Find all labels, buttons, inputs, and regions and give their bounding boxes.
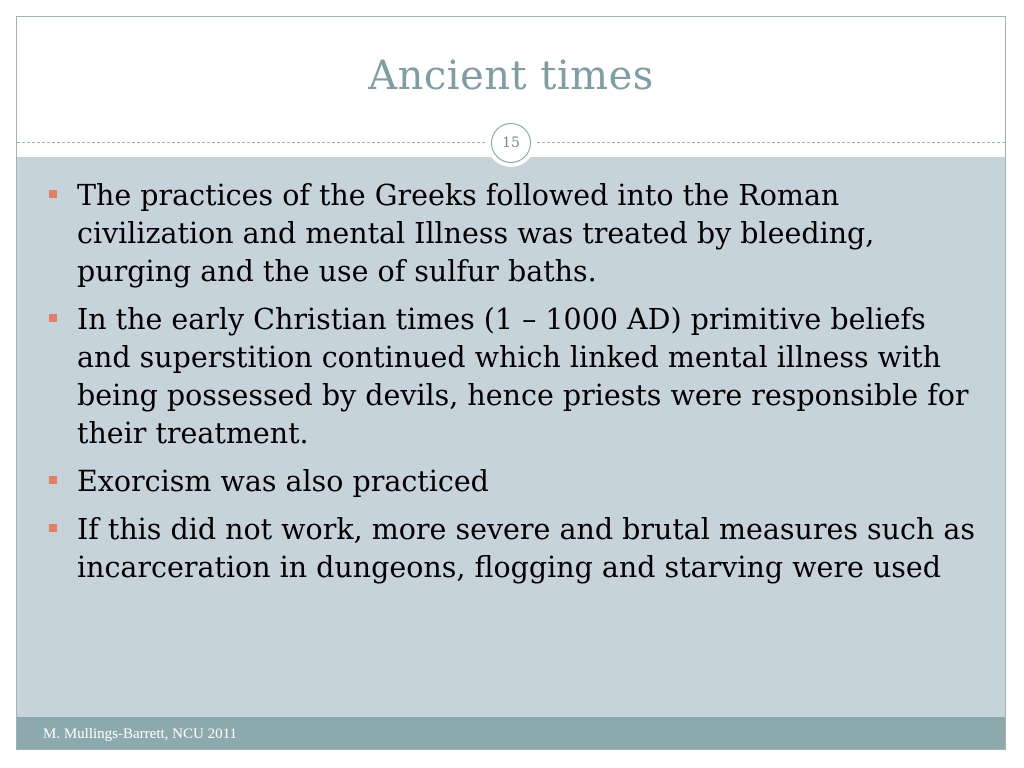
square-bullet-icon: [49, 314, 57, 322]
bullet-text: In the early Christian times (1 – 1000 AD) primitive beliefs and superstition continued which linked mental illness with being possessed by devils, hence priests were responsible for their treatment.: [77, 303, 969, 450]
slide: [16, 16, 1006, 750]
slide-number-badge: [487, 119, 535, 167]
square-bullet-icon: [49, 190, 57, 198]
bullet-text: Exorcism was also practiced: [77, 465, 489, 498]
footer-bar: [17, 717, 1005, 750]
slide-number: 15: [491, 123, 531, 163]
footer-text: M. Mullings-Barrett, NCU 2011: [43, 726, 238, 742]
square-bullet-icon: [49, 524, 57, 532]
bullet-item: [47, 301, 977, 453]
bullet-item: [47, 511, 977, 587]
slide-title: Ancient times: [368, 53, 654, 99]
bullet-item: [47, 463, 977, 501]
square-bullet-icon: [49, 476, 57, 484]
bullet-text: The practices of the Greeks followed into the Roman civilization and mental Illness was treated by bleeding, purging and the use of sulfur baths.: [77, 179, 875, 288]
bullet-item: [47, 177, 977, 291]
bullet-text: If this did not work, more severe and brutal measures such as incarceration in dungeons, flogging and starving were used: [77, 513, 975, 584]
bullet-list: [47, 177, 977, 597]
